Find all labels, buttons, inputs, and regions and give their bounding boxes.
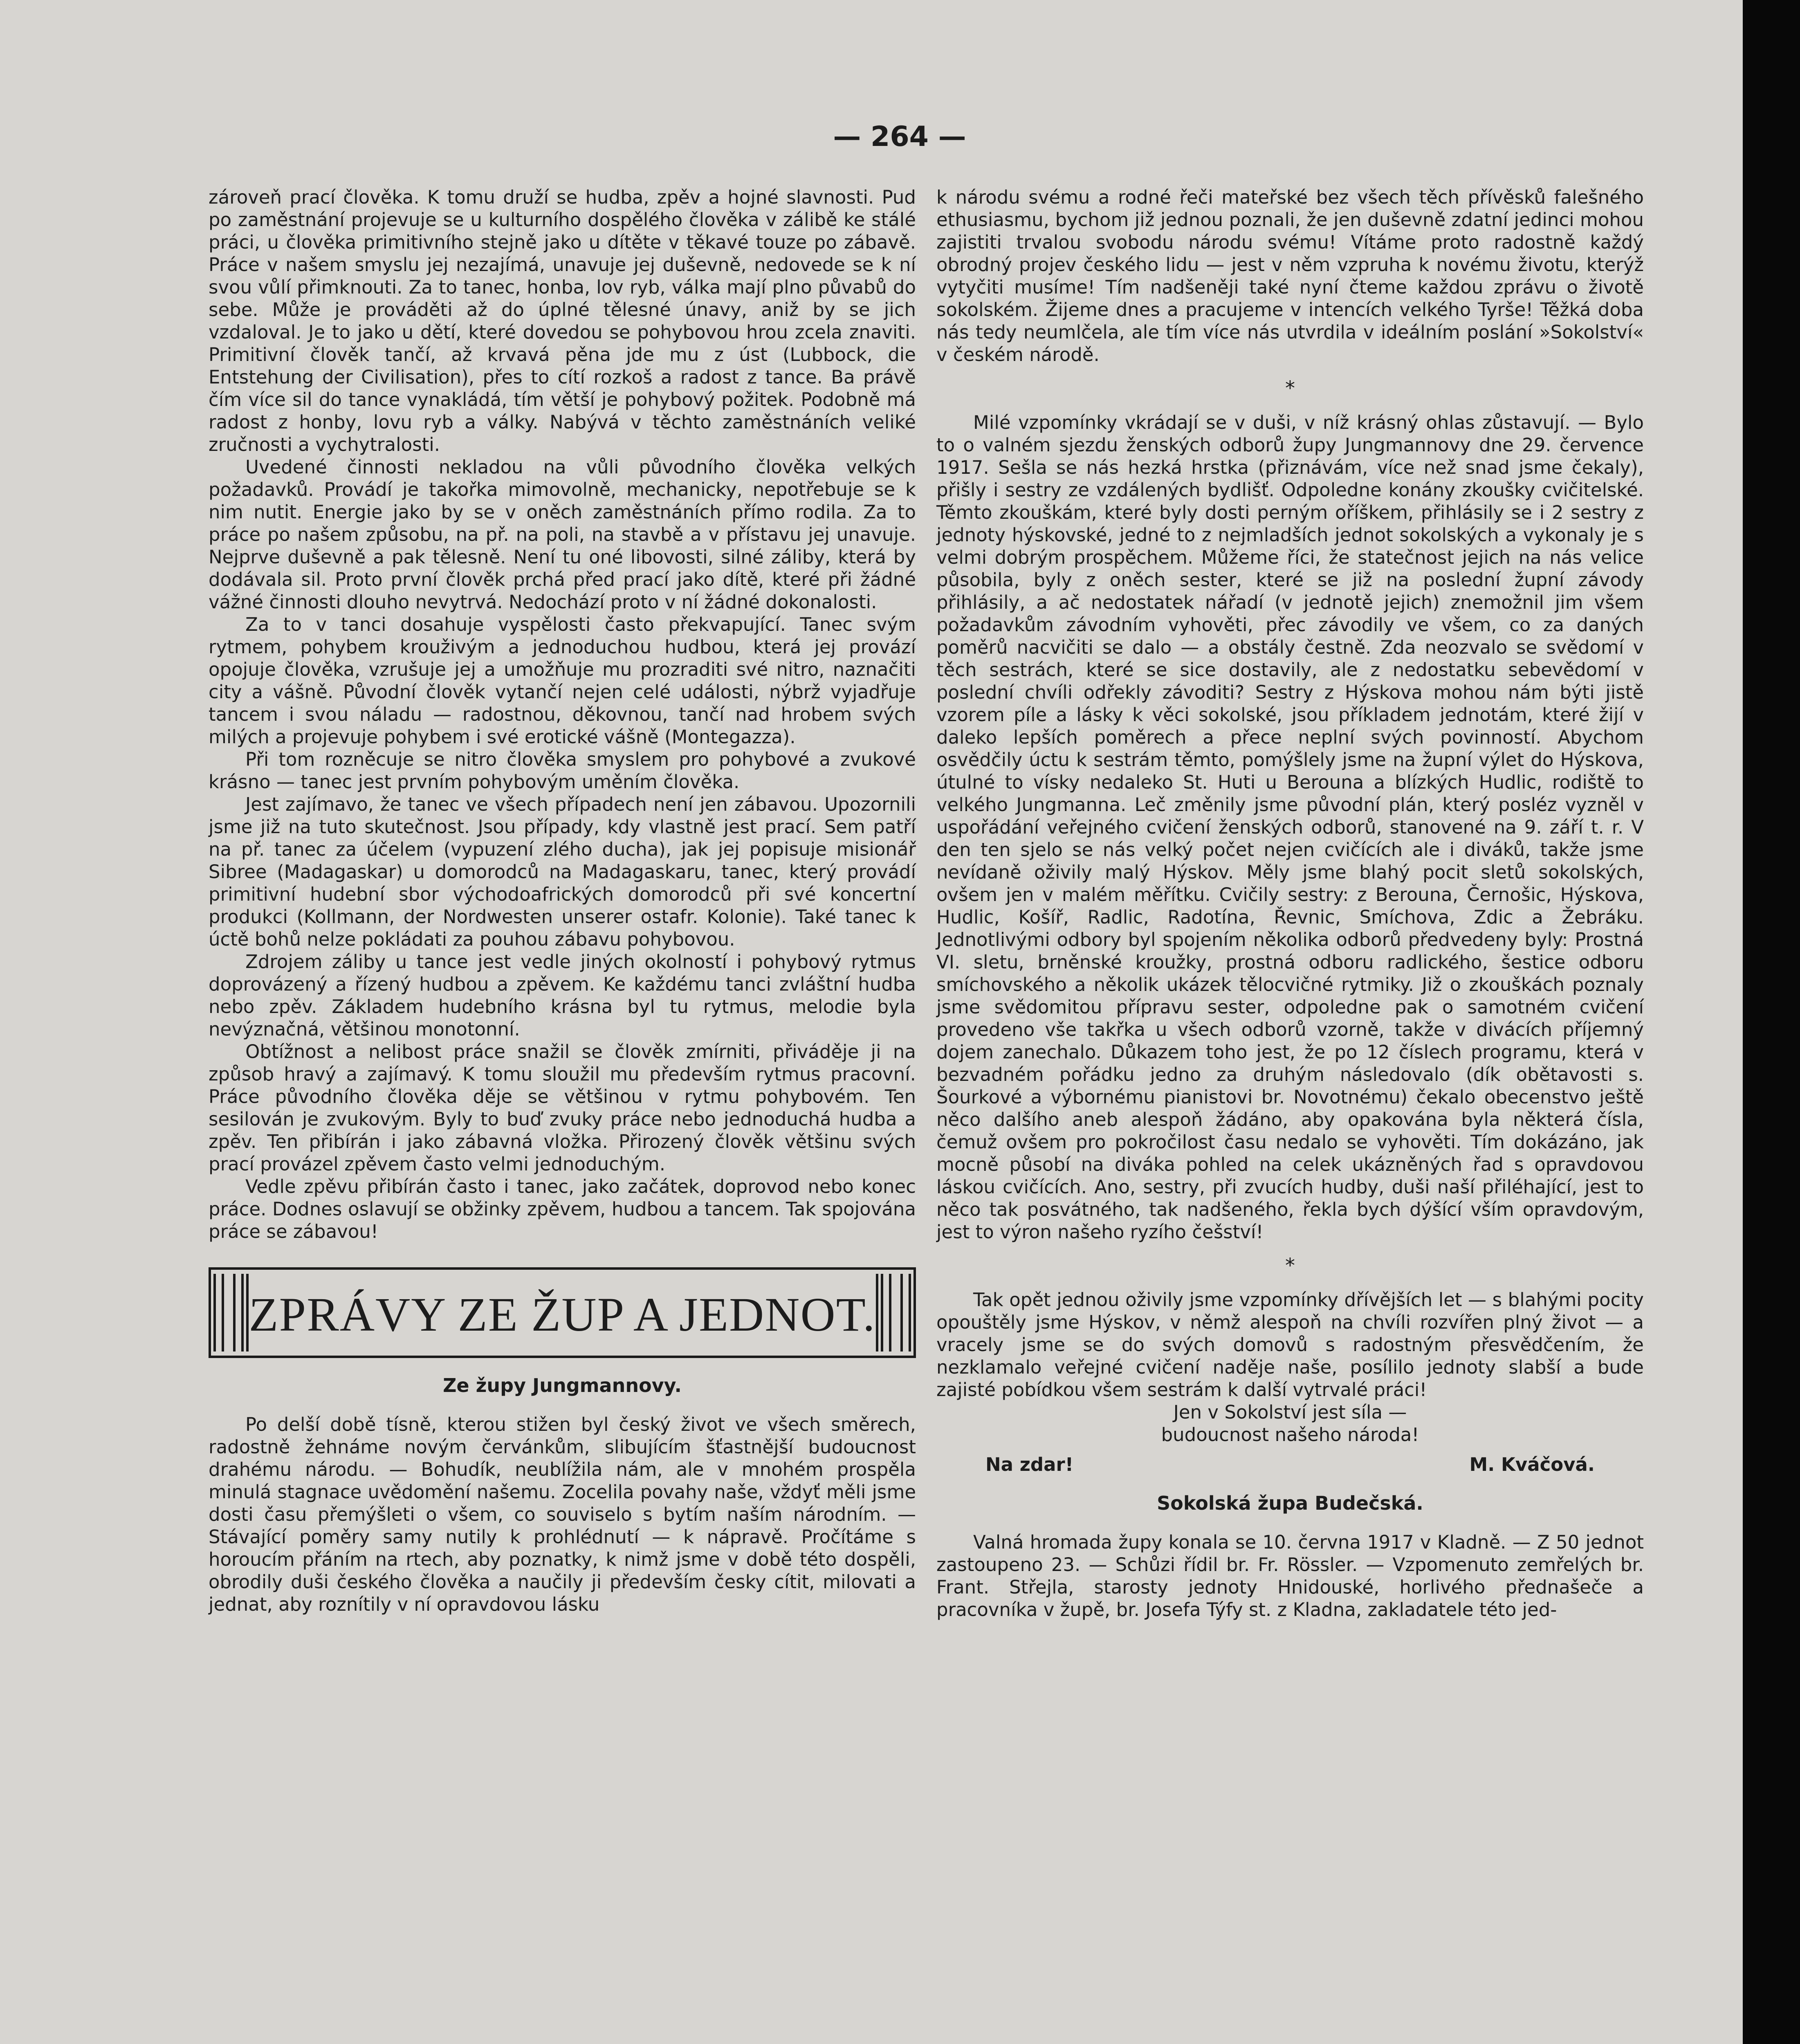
paragraph: Valná hromada župy konala se 10. června 1917 v Kladně. — Z 50 jednot zastoupeno 23. — Schůzi řídil br. Fr. Rössler. — Vzpomenuto zemřelých br. Frant. Střejla, starosty jednoty Hnidouské, horlivého přednašeče a pracovníka v župě, br. Josefa Týfy st. z Kladna, zakladatele této jed- [936,1531,1644,1620]
paragraph: Obtížnost a nelibost práce snažil se člověk zmírniti, přiváděje ji na způsob hravý a zajímavý. K tomu sloužil mu především rytmus pracovní. Práce původního člověka děje se většinou v rytmu pohybovém. Ten sesilován je zvukovým. Byly to buď zvuky práce nebo jednoduchá hudba a zpěv. Ten přibírán i jako zábavná vložka. Přirozený člověk většinu svých prací provázel zpěvem často velmi jednoduchým. [209,1041,916,1175]
paragraph: zároveň prací člověka. K tomu druží se hudba, zpěv a hojné slavnosti. Pud po zaměstnání projevuje se u kulturního dospělého člověka v zálibě ke stálé práci, u člověka primitivního stejně jako u dítěte v těkavé touze po zábavě. Práce v našem smyslu jej nezajímá, unavuje jej duševně, nedovede se k ní svou vůlí přimknouti. Za to tanec, honba, lov ryb, válka mají plno půvabů do sebe. Může je prováděti až do úplné tělesné únavy, aniž by se jich vzdaloval. Je to jako u dětí, které dovedou se pohybovou hrou zcela znaviti. Primitivní člověk tančí, až krvavá pěna jde mu z úst (Lubbock, die Entstehung der Civilisation), přes to cítí rozkoš a radost z tance. Ba právě čím více sil do tance vynakládá, tím větší je pohybový požitek. Podobně má radost z honby, lovu ryb a války. Nabývá v těchto zaměstnáních veliké zručnosti a vychytralosti. [209,186,916,455]
paragraph: Vedle zpěvu přibírán často i tanec, jako začátek, doprovod nebo konec práce. Dodnes oslavují se obžinky zpěvem, hudbou a tancem. Tak spojována práce se zábavou! [209,1176,916,1242]
section-banner [209,1267,916,1358]
signature-row [985,1453,1595,1476]
right-column [936,186,1644,1621]
paragraph: Uvedené činnosti nekladou na vůli původního člověka velkých požadavků. Provádí je takořka mimovolně, mechanicky, nepotřebuje se k nim nutit. Energie jako by se v oněch zaměstnáních přímo rodila. Za to práce po našem způsobu, na př. na poli, na stavbě a v přístavu jej unavuje. Nejprve duševně a pak tělesně. Není tu oné libovosti, silné záliby, která by dodávala sil. Proto první člověk prchá před prací jako dítě, které při žádné vážné činnosti dlouho nevytrvá. Nedochází proto v ní žádné dokonalosti. [209,456,916,613]
paragraph: Jest zajímavo, že tanec ve všech případech není jen zábavou. Upozornili jsme již na tuto skutečnost. Jsou případy, kdy vlastně jest prací. Sem patří na př. tanec za účelem (vypuzení zlého ducha), jak jej popisuje misionář Sibree (Madagaskar) u domorodců na Madagaskaru, tanec, který provádí primitivní hudební sbor východoafrických domorodců při své koncertní produkci (Kollmann, der Nordwesten unserer ostafr. Kolonie). Také tanec k úctě bohů nelze pokládati za pouhou zábavu pohybovou. [209,793,916,950]
banner-title: ZPRÁVY ZE ŽUP A JEDNOT. [246,1274,878,1351]
paragraph: k národu svému a rodné řeči mateřské bez všech těch přívěsků falešného ethusiasmu, bychom již jednou poznali, že jen duševně zdatní jedinci mohou zajistiti trvalou svobodu národu svému! Vítáme proto radostně každý obrodný projev českého lidu — jest v něm vzpruha k novému životu, kterýž vytyčiti musíme! Tím nadšeněji také nyní čteme každou zprávu o životě sokolském. Žijeme dnes a pracujeme v intencích velkého Tyrše! Těžká doba nás tedy neumlčela, ale tím více nás utvrdila v ideálním poslání »Sokolství« v českém národě. [936,186,1644,365]
banner-ornament-left [213,1274,244,1351]
author-signature: M. Kváčová. [1469,1454,1595,1475]
section-separator: * [1285,1254,1295,1277]
section-heading: Sokolská župa Budečská. [1157,1492,1423,1514]
section-heading: Ze župy Jungmannovy. [443,1374,682,1396]
section-separator: * [1285,377,1295,400]
banner-ornament-right [881,1274,911,1351]
paragraph: Po delší době tísně, kterou stižen byl český život ve všech směrech, radostně žehnáme novým červánkům, slibujícím šťastnější budoucnost drahému národu. — Bohudík, neublížila nám, ale v mnohém prospěla minulá stagnace uvědomění našemu. Zocelila povahy naše, vždyť měli jsme dosti času přemýšleti o všem, co souviselo s bytím naším národním. — Stávající poměry samy nutily k prohlédnutí — k nápravě. Pročítáme s horoucím přáním na rtech, aby poznatky, k nimž jsme v době této dospěli, obrodily duši českého člověka a naučily ji především česky cítit, milovati a jednat, aby roznítily v ní opravdovou lásku [209,1414,916,1615]
closing-motto-line: budoucnost našeho národa! [1161,1424,1419,1446]
paragraph: Zdrojem záliby u tance jest vedle jiných okolností i pohybový rytmus doprovázený a řízený hudbou a zpěvem. Ke každému tanci zvláštní hudba nebo zpěv. Základem hudebního krásna byl tu rytmus, melodie byla nevýznačná, většinou monotonní. [209,951,916,1040]
paragraph: Za to v tanci dosahuje vyspělosti často překvapující. Tanec svým rytmem, pohybem krouživým a jednoduchou hudbou, která jej provází opojuje člověka, vzrušuje jej a umožňuje mu prozraditi své nitro, naznačiti city a vášně. Původní člověk vytančí nejen celé události, nýbrž vyjadřuje tancem i svou náladu — radostnou, děkovnou, tančí nad hrobem svých milých a projevuje pohybem i své erotické vášně (Montegazza). [209,614,916,748]
closing-motto-line: Jen v Sokolství jest síla — [1173,1401,1407,1423]
paragraph: Milé vzpomínky vkrádají se v duši, v níž krásný ohlas zůstavují. — Bylo to o valném sjezdu ženských odborů župy Jungmannovy dne 29. července 1917. Sešla se nás hezká hrstka (přiznávám, více než snad jsme čekaly), přišly i sestry ze vzdálených bydlišť. Odpoledne konány zkoušky cvičitelské. Těmto zkouškám, které byly dosti perným oříškem, přihlásily se i 2 sestry z jednoty hýskovské, jedné to z nejmladších jednot sokolských a vykonaly je s velmi dobrým prospěchem. Můžeme říci, že statečnost jejich na nás velice působila, byly z oněch sester, které se již na poslední župní závody přihlásily, a ač nedostatek nářadí (v jednotě jejich) znemožnil jim všem požadavkům závodním vyhověti, přec závodily ve všem, co za daných poměrů nacvičiti se dalo — a obstály čestně. Zda neozvalo se svědomí v těch sestrách, které se sice dostavily, ale z nedostatku sebevědomí v poslední chvíli odřekly závoditi? Sestry z Hýskova mohou nám býti jistě vzorem píle a lásky k věci sokolské, jsou příkladem jednotám, které žijí v daleko lepších poměrech a přece nepln​í svých povinností. Abychom osvědčily úctu k sestrám těmto, pomýšlely jsme na župní výlet do Hýskova, útulné to vísky nedaleko St. Huti u Berouna a blízkých Hudlic, rodiště to velkého Jungmanna. Leč změnily jsme původní plán, který posléz vyzněl v uspořádání veřejného cvičení ženských odborů, stanovené na 9. září t. r. V den ten sjelo se nás velký počet nejen cvičících ale i diváků, takže jsme nevídaně oživily malý Hýskov. Měly jsme blahý pocit sletů sokolských, ovšem jen v malém měřítku. Cvičily sestry: z Berouna, Černošic, Hýskova, Hudlic, Košíř, Radlic, Radotína, Řevnic, Smíchova, Zdic a Žebráku. Jednotlivými odbory byl spojením několika odborů předvedeny byly: Prostná VI. sletu, brněnské kroužky, prostná odboru radlického, šestice odboru smíchovského a několik ukázek tělocvičné rytmiky. Již o zkouškách poznaly jsme svědomitou přípravu sester, odpoledne pak o samotném cvičení provedeno vše takřka u všech odborů vzorně, takže v divácích příjemný dojem zanechalo. Důkazem toho jest, že po 12 číslech programu, která v bezvadném pořádku jedno za druhým následovalo (dík obětavosti s. Šourkové a výbornému pianistovi br. Novotnému) čekalo obecenstvo ještě něco dalšího aneb alespoň žádáno, aby opakována byla některá čísla, čemuž ovšem pro pokročilost času nedalo se vyhověti. Tím dokázáno, jak mocně působí na diváka pohled na celek ukázněných řad s opravdovou láskou cvičících. Ano, sestry, při zvucích hudby, duši naší přiléhající, jest to něco tak posvátného, tak nadšeného, řekla bych dýšící vším opravdovým, jest to výron našeho ryzího češství! [936,412,1644,1243]
salutation: Na zdar! [985,1454,1074,1475]
left-column [209,186,916,1616]
scan-edge [1743,0,1800,2044]
page-number: — 264 — [833,121,966,153]
paragraph: Při tom rozněcuje se nitro člověka smyslem pro pohybové a zvukové krásno — tanec jest prvním pohybovým uměním člověka. [209,749,916,793]
paragraph: Tak opět jednou oživily jsme vzpomínky dřívějších let — s blahými pocity opouštěly jsme Hýskov, v němž alespoň na chvíli rozvířen plný život — a vracely jsme se do svých domovů s radostným přesvědčením, že nezklamalo veřejné cvičení naděje naše, posílilo jednoty slabší a bude zajisté pobídkou všem sestrám k další vytrvalé práci! [936,1289,1644,1401]
